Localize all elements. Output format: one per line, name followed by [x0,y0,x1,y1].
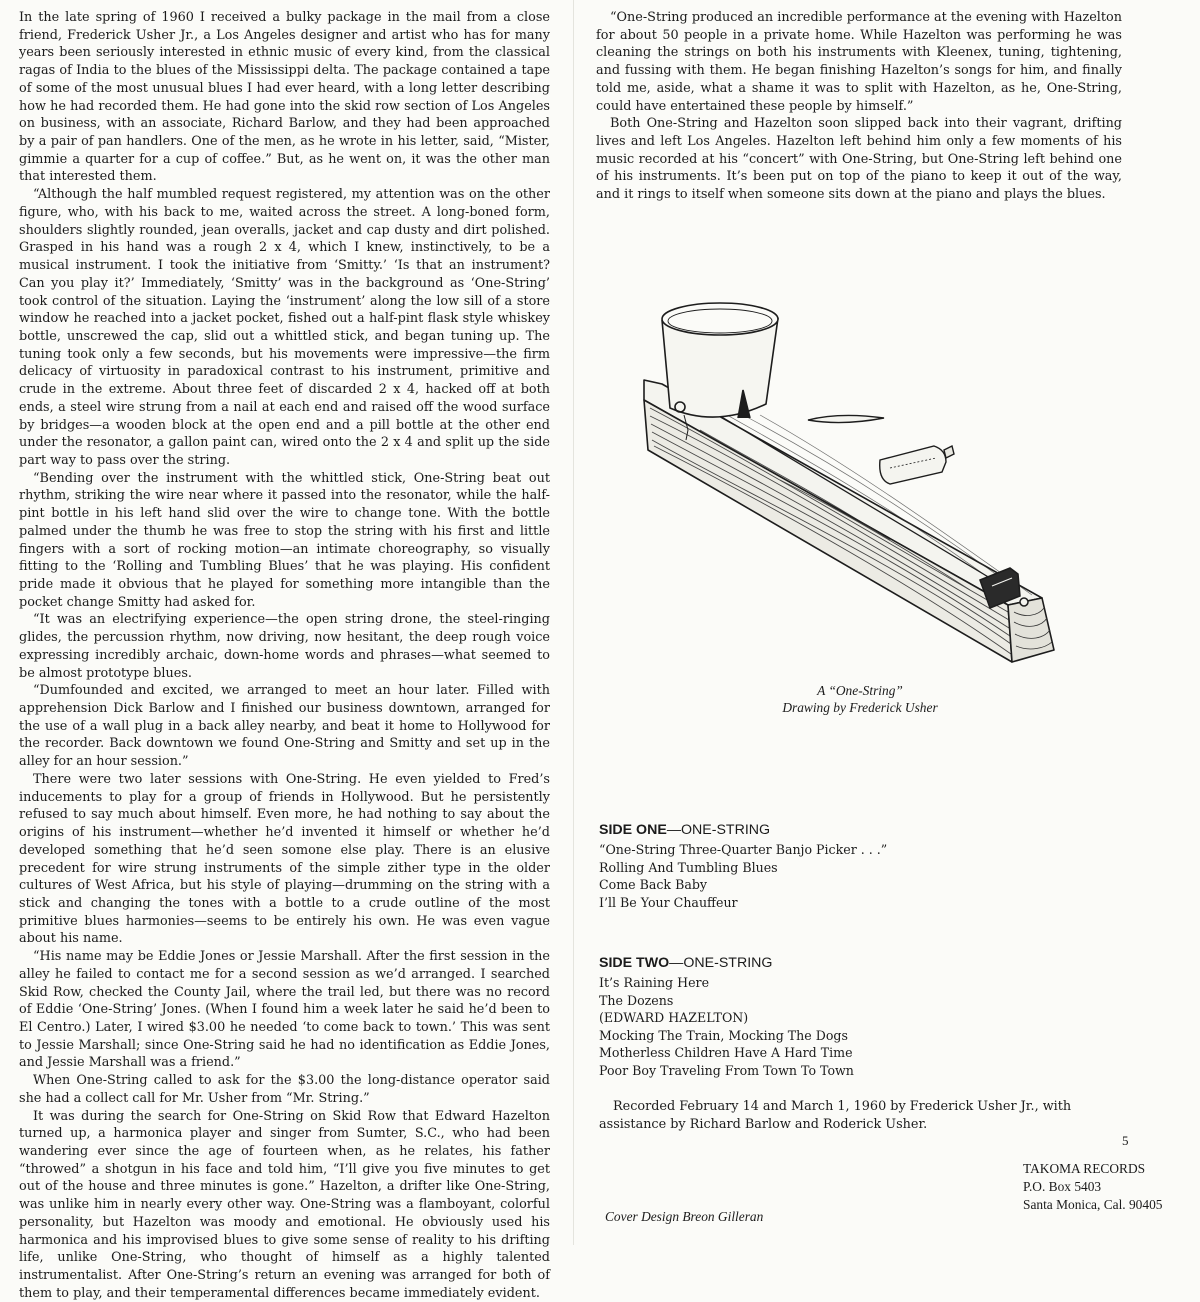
label-address [1023,1160,1162,1214]
side-one-heading: SIDE ONE—ONE-STRING [599,822,771,838]
caption-title: A “One-String” [817,683,903,698]
page-number: 5 [1122,1133,1129,1148]
track-item: It’s Raining Here [599,975,710,990]
side-two-tracklist [599,954,1099,1080]
cover-design-credit: Cover Design Breon Gilleran [605,1209,764,1224]
paragraph: “Dumfounded and excited, we arranged to meet an hour later. Filled with apprehension Dick Barlow and I finished our business downtown, arranged for the use of a wall plug in a back alley nearby, and beat it home to Hollywood for the recorder. Back downtown we found One-String and Smitty and set up in the alley for an hour session.” [19,683,550,770]
track-item: I’ll Be Your Chauffeur [599,894,738,910]
address-line: P.O. Box 5403 [1023,1179,1102,1194]
paragraph: Both One-String and Hazelton soon slipped back into their vagrant, drifting lives and left Los Angeles. Hazelton left behind him only a few moments of his music recorded at his “concert” with One-String, but One-String left behind one of his instruments. It’s been put on top of the piano to keep it out of the way, and it rings to itself when someone sits down at the piano and plays the blues. [596,116,1122,203]
paragraph: In the late spring of 1960 I received a bulky package in the mail from a close friend, Frederick Usher Jr., a Los Angeles designer and artist who has for many years been seriously interested in ethnic music of every kind, from the classical ragas of India to the blues of the Mississippi delta. The package contained a tape of some of the most unusual blues I had ever heard, with a long letter describing how he had recorded them. He had gone into the skid row section of Los Angeles on business, with an associate, Richard Barlow, and they had been approached by a pair of pan handlers. One of the men, as he wrote in his letter, said, “Mister, gimmie a quarter for a cup of coffee.” But, as he went on, it was the other man that interested them. [19,10,550,185]
one-string-instrument-drawing [640,300,1080,675]
side-one-tracklist [599,821,1099,911]
right-column-text [596,9,1122,204]
track-item: Rolling And Tumbling Blues [599,859,778,875]
paragraph: “Bending over the instrument with the whittled stick, One-String beat out rhythm, striking the wire near where it passed into the resonator, while the half-pint bottle in his left hand slid over the wire to change tone. With the bottle palmed under the thumb he was free to stop the string with his first and little fingers with a sort of rocking motion—an intimate choreography, so visually fitting to the ‘Rolling and Tumbling Blues’ that he was playing. His confident pride made it obvious that he played for something more intangible than the pocket change Smitty had asked for. [19,470,550,610]
paragraph: “His name may be Eddie Jones or Jessie Marshall. After the first session in the alley he failed to contact me for a second session as we’d arranged. I searched Skid Row, checked the County Jail, where the trail led, but there was no record of Eddie ‘One-String’ Jones. (When I found him a week later he said he’d been to El Centro.) Later, I wired $3.00 he needed ‘to come back to town.’ This was sent to Jessie Marshall; since One-String said he had no identification as Eddie Jones, and Jessie Marshall was a friend.” [19,949,550,1071]
label-name: TAKOMA RECORDS [1023,1161,1146,1176]
paragraph: “One-String produced an incredible performance at the evening with Hazelton for about 50 people in a private home. While Hazelton was performing he was cleaning the strings on both his instruments with Kleenex, tuning, tightening, and fussing with them. He began finishing Hazelton’s songs for him, and finally told me, aside, what a shame it was to split with Hazelton, as he, One-String, could have entertained these people by himself.” [596,10,1122,114]
side-two-heading: SIDE TWO—ONE-STRING [599,955,773,971]
track-item: Motherless Children Have A Hard Time [599,1045,853,1061]
address-line: Santa Monica, Cal. 90405 [1023,1197,1163,1212]
left-column-text [19,9,550,1302]
track-item: (EDWARD HAZELTON) [599,1010,749,1026]
caption-credit: Drawing by Frederick Usher [782,700,938,715]
track-item: Come Back Baby [599,877,708,893]
recording-credits: Recorded February 14 and March 1, 1960 by Frederick Usher Jr., with assistance by Richard Barlow and Roderick Usher. [599,1099,1072,1132]
paragraph: There were two later sessions with One-String. He even yielded to Fred’s inducements to play for a group of friends in Hollywood. But he persistently refused to say much about himself. Even more, he had nothing to say about the origins of his instrument—whether he’d invented it himself or whether he’d developed something that he’d seen somone else play. There is an elusive precedent for wire strung instruments of the simple zither type in the older cultures of West Africa, but his style of playing—drumming on the string with a stick and changing the tones with a bottle to a crude outline of the most primitive blues harmonies—seems to be entirely his own. He was even vague about his name. [19,771,550,947]
page-fold [573,0,574,1245]
drawing-caption [700,682,1020,716]
paragraph: It was during the search for One-String on Skid Row that Edward Hazelton turned up, a harmonica player and singer from Sumter, S.C., who had been wandering ever since the age of fourteen when, as he relates, his father “throwed” a shotgun in his face and told him, “I’ll give you five minutes to get out of the house and three minutes is gone.” Hazelton, a drifter like One-String, was unlike him in nearly every other way. One-String was a flamboyant, colorful personality, but Hazelton was moody and emotional. He obviously used his harmonica and his improvised blues to give some sense of reality to his drifting life, unlike One-String, who thought of himself as a highly talented instrumentalist. After One-String’s return an evening was arranged for both of them to play, and their temperamental differences became immediately evident. [19,1108,550,1301]
paragraph: “It was an electrifying experience—the open string drone, the steel-ringing glides, the percussion rhythm, now driving, now hesitant, the deep rough voice expressing incredibly archaic, down-home words and phrases—what seemed to be almost prototype blues. [19,612,550,681]
track-item: The Dozens [599,992,674,1008]
track-item: Mocking The Train, Mocking The Dogs [599,1027,848,1043]
track-item: Poor Boy Traveling From Town To Town [599,1062,854,1078]
paragraph: When One-String called to ask for the $3.00 the long-distance operator said she had a collect call for Mr. Usher from “Mr. String.” [19,1073,550,1106]
paragraph: “Although the half mumbled request registered, my attention was on the other figure, who, with his back to me, waited across the street. A long-boned form, shoulders slightly rounded, jean overalls, jacket and cap dusty and dirt polished. Grasped in his hand was a rough 2 x 4, which I knew, instinctively, to be a musical instrument. I took the initiative from ‘Smitty.’ ‘Is that an instrument? Can you play it?’ Immediately, ‘Smitty’ was in the background as ‘One-String’ took control of the situation. Laying the ‘instrument’ along the low sill of a store window he reached into a jacket pocket, fished out a half-pint flask style whiskey bottle, unscrewed the cap, slid out a whittled stick, and began tuning up. The tuning took only a few seconds, but his movements were impressive—the firm delicacy of virtuosity in paradoxical contrast to his instrument, primitive and crude in the extreme. About three feet of discarded 2 x 4, hacked off at both ends, a steel wire strung from a nail at each end and raised off the wood surface by bridges—a wooden block at the open end and a pill bottle at the other end under the resonator, a gallon paint can, wired onto the 2 x 4 and split up the side part way to pass over the string. [19,187,550,468]
track-item: “One-String Three-Quarter Banjo Picker . . .” [599,842,888,857]
